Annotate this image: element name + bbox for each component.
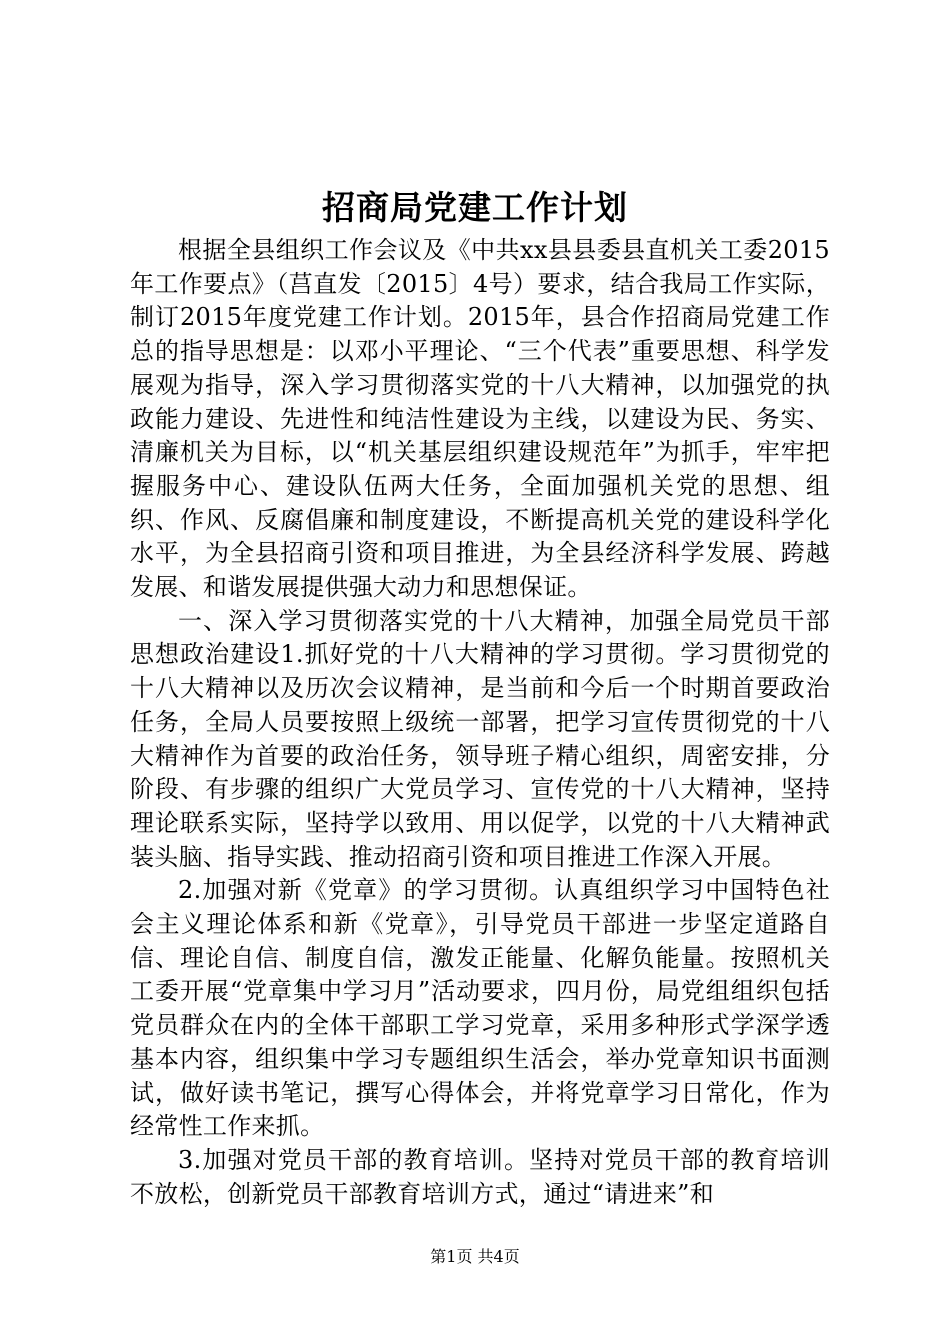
paragraph-item-three: 3.加强对党员干部的教育培训。坚持对党员干部的教育培训不放松，创新党员干部教育培训方式，通过“请进来”和 [130,1145,830,1208]
page-footer: 第1页 共4页 [430,1247,520,1266]
paragraph-intro: 根据全县组织工作会议及《中共xx县县委县直机关工委2015年工作要点》（莒直发〔2015〕4号）要求，结合我局工作实际，制订2015年度党建工作计划。2015年，县合作招商局党建工作总的指导思想是：以邓小平理论、“三个代表”重要思想、科学发展观为指导，深入学习贯彻落实党的十八大精神，以加强党的执政能力建设、先进性和纯洁性建设为主线，以建设为民、务实、清廉机关为目标，以“机关基层组织建设规范年”为抓手，牢牢把握服务中心、建设队伍两大任务，全面加强机关党的思想、组织、作风、反腐倡廉和制度建设，不断提高机关党的建设科学化水平，为全县招商引资和项目推进，为全县经济科学发展、跨越发展、和谐发展提供强大动力和思想保证。 [130,236,830,602]
paragraph-item-two: 2.加强对新《党章》的学习贯彻。认真组织学习中国特色社会主义理论体系和新《党章》，引导党员干部进一步坚定道路自信、理论自信、制度自信，激发正能量、化解负能量。按照机关工委开展“党章集中学习月”活动要求，四月份，局党组组织包括党员群众在内的全体干部职工学习党章，采用多种形式学深学透基本内容，组织集中学习专题组织生活会，举办党章知识书面测试，做好读书笔记，撰写心得体会，并将党章学习日常化，作为经常性工作来抓。 [130,876,830,1141]
document-body [130,234,830,1211]
document-title: 招商局党建工作计划 [322,188,628,227]
paragraph-section-one: 一、深入学习贯彻落实党的十八大精神，加强全局党员干部思想政治建设1.抓好党的十八大精神的学习贯彻。学习贯彻党的十八大精神以及历次会议精神，是当前和今后一个时期首要政治任务，全局人员要按照上级统一部署，把学习宣传贯彻党的十八大精神作为首要的政治任务，领导班子精心组织，周密安排，分阶段、有步骤的组织广大党员学习、宣传党的十八大精神，坚持理论联系实际，坚持学以致用、用以促学，以党的十八大精神武装头脑、指导实践、推动招商引资和项目推进工作深入开展。 [130,606,830,871]
